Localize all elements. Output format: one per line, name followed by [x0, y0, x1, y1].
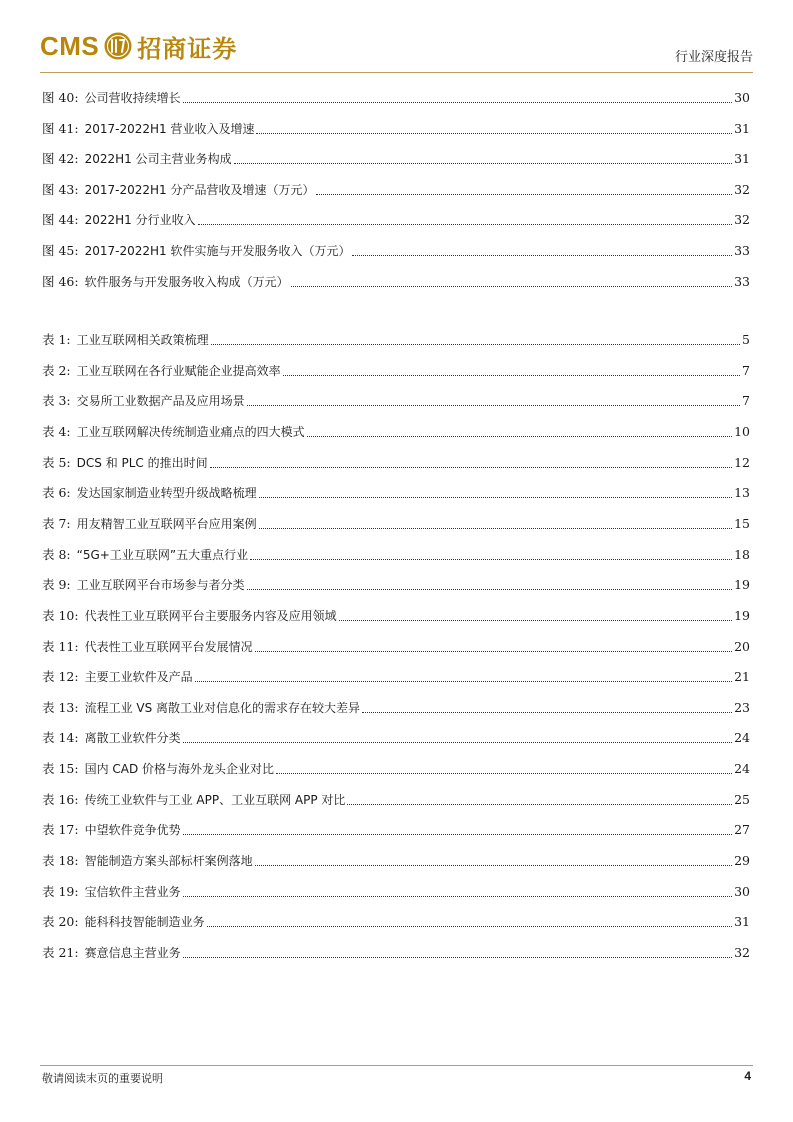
- table-toc-entry[interactable]: [42, 788, 750, 808]
- figure-number-label: 图 42:: [42, 151, 79, 167]
- table-page-number: 24: [734, 761, 750, 777]
- dot-leader: [259, 528, 732, 529]
- dot-leader: [211, 344, 740, 345]
- table-number-label: 表 3:: [42, 393, 71, 409]
- table-page-number: 24: [734, 730, 750, 746]
- dot-leader: [183, 834, 732, 835]
- table-number-label: 表 6:: [42, 485, 71, 501]
- logo-latin-text: CMS: [40, 30, 100, 61]
- figure-page-number: 30: [734, 90, 750, 105]
- figure-toc-entry[interactable]: [42, 86, 750, 106]
- figure-title: 2017-2022H1 营业收入及增速: [84, 121, 255, 136]
- table-title: 交易所工业数据产品及应用场景: [76, 394, 245, 409]
- table-number-label: 表 1:: [42, 332, 71, 347]
- table-toc-entry[interactable]: [42, 389, 750, 409]
- table-title: 赛意信息主营业务: [84, 946, 181, 960]
- figure-number-label: 图 44:: [42, 212, 79, 228]
- table-title: 国内 CAD 价格与海外龙头企业对比: [84, 762, 275, 777]
- dot-leader: [207, 926, 732, 927]
- cms-logo: [40, 26, 237, 66]
- dot-leader: [291, 286, 732, 287]
- table-page-number: 20: [734, 638, 750, 654]
- table-number-label: 表 13:: [42, 699, 79, 715]
- dot-leader: [210, 467, 732, 468]
- dot-leader: [307, 436, 732, 437]
- table-toc-entry[interactable]: [42, 910, 750, 930]
- table-number-label: 表 15:: [42, 761, 79, 777]
- table-number-label: 表 17:: [42, 822, 79, 838]
- table-number-label: 表 4:: [42, 423, 71, 439]
- table-toc-entry[interactable]: [42, 726, 750, 746]
- table-toc-entry[interactable]: [42, 481, 750, 501]
- table-number-label: 表 21:: [42, 945, 79, 960]
- table-title: 工业互联网平台市场参与者分类: [76, 578, 245, 593]
- dot-leader: [247, 405, 740, 406]
- figure-toc-entry[interactable]: [42, 147, 750, 167]
- figure-toc-entry[interactable]: [42, 208, 750, 228]
- dot-leader: [183, 102, 732, 103]
- table-page-number: 21: [734, 669, 750, 685]
- table-title: 工业互联网在各行业赋能企业提高效率: [76, 363, 281, 378]
- table-toc-entry[interactable]: [42, 665, 750, 685]
- page-header: [40, 26, 753, 72]
- disclaimer-note: 敬请阅读末页的重要说明: [42, 1072, 163, 1085]
- table-number-label: 表 18:: [42, 853, 79, 869]
- figure-number-label: 图 46:: [42, 273, 79, 289]
- dot-leader: [339, 620, 732, 621]
- dot-leader: [198, 224, 732, 225]
- figure-title: 公司营收持续增长: [84, 91, 181, 105]
- table-page-number: 27: [734, 822, 750, 838]
- table-toc-entry[interactable]: [42, 941, 750, 961]
- dot-leader: [183, 957, 732, 958]
- table-toc-entry[interactable]: [42, 451, 750, 471]
- table-page-number: 29: [734, 853, 750, 869]
- dot-leader: [283, 375, 740, 376]
- table-title: 流程工业 VS 离散工业对信息化的需求存在较大差异: [84, 700, 361, 715]
- table-toc-entry[interactable]: [42, 635, 750, 655]
- header-divider: [40, 72, 753, 73]
- table-title: 离散工业软件分类: [84, 731, 181, 746]
- figure-toc-entry[interactable]: [42, 178, 750, 198]
- table-number-label: 表 11:: [42, 638, 79, 654]
- dot-leader: [259, 497, 732, 498]
- dot-leader: [255, 651, 732, 652]
- table-number-label: 表 20:: [42, 914, 79, 930]
- figure-number-label: 图 45:: [42, 243, 79, 258]
- table-title: 代表性工业互联网平台主要服务内容及应用领域: [84, 608, 337, 623]
- table-title: 用友精智工业互联网平台应用案例: [76, 516, 257, 531]
- dot-leader: [276, 773, 732, 774]
- dot-leader: [183, 742, 732, 743]
- figure-page-number: 31: [734, 120, 750, 136]
- table-page-number: 7: [742, 393, 750, 409]
- dot-leader: [247, 589, 732, 590]
- table-number-label: 表 2:: [42, 362, 71, 378]
- table-toc-entry[interactable]: [42, 757, 750, 777]
- table-toc-entry[interactable]: [42, 543, 750, 563]
- table-page-number: 23: [734, 699, 750, 715]
- figure-title: 2017-2022H1 分产品营收及增速（万元）: [84, 182, 315, 197]
- table-toc-entry[interactable]: [42, 573, 750, 593]
- figure-toc-entry[interactable]: [42, 270, 750, 290]
- table-page-number: 19: [734, 577, 750, 593]
- dot-leader: [234, 163, 732, 164]
- figure-title: 2022H1 公司主营业务构成: [84, 152, 232, 167]
- table-title: 中望软件竞争优势: [84, 823, 181, 838]
- table-number-label: 表 9:: [42, 577, 71, 593]
- figure-number-label: 图 43:: [42, 181, 79, 197]
- table-title: 主要工业软件及产品: [84, 670, 193, 685]
- table-number-label: 表 16:: [42, 791, 79, 807]
- table-title: DCS 和 PLC 的推出时间: [76, 455, 208, 470]
- table-number-label: 表 5:: [42, 454, 71, 470]
- table-number-label: 表 14:: [42, 730, 79, 746]
- table-toc-entry[interactable]: [42, 849, 750, 869]
- dot-leader: [255, 865, 732, 866]
- table-page-number: 5: [742, 332, 750, 347]
- table-toc-entry[interactable]: [42, 512, 750, 532]
- dot-leader: [183, 896, 732, 897]
- table-page-number: 12: [734, 454, 750, 470]
- table-page-number: 15: [734, 515, 750, 531]
- dot-leader: [256, 133, 732, 134]
- table-number-label: 表 12:: [42, 669, 79, 685]
- table-page-number: 13: [734, 485, 750, 501]
- figure-title: 软件服务与开发服务收入构成（万元）: [84, 274, 289, 289]
- dot-leader: [195, 681, 732, 682]
- dot-leader: [362, 712, 732, 713]
- dot-leader: [250, 559, 732, 560]
- dot-leader: [352, 255, 732, 256]
- table-toc-entry[interactable]: [42, 880, 750, 900]
- table-toc-entry[interactable]: [42, 696, 750, 716]
- dot-leader: [347, 804, 732, 805]
- table-page-number: 25: [734, 791, 750, 807]
- figure-page-number: 32: [734, 212, 750, 228]
- figure-title: 2017-2022H1 软件实施与开发服务收入（万元）: [84, 244, 351, 258]
- table-number-label: 表 7:: [42, 515, 71, 531]
- table-title: 能科科技智能制造业务: [84, 915, 205, 930]
- table-title: 工业互联网相关政策梳理: [76, 333, 209, 347]
- page-number: 4: [744, 1069, 751, 1083]
- figure-number-label: 图 40:: [42, 90, 79, 105]
- footer-divider: [40, 1065, 753, 1066]
- figure-page-number: 31: [734, 151, 750, 167]
- table-page-number: 7: [742, 362, 750, 378]
- table-page-number: 18: [734, 546, 750, 562]
- figure-page-number: 33: [734, 273, 750, 289]
- table-toc-entry[interactable]: [42, 604, 750, 624]
- figure-number-label: 图 41:: [42, 120, 79, 136]
- figure-toc-entry[interactable]: [42, 117, 750, 137]
- figure-page-number: 33: [734, 243, 750, 258]
- dot-leader: [316, 194, 732, 195]
- table-page-number: 30: [734, 883, 750, 899]
- table-number-label: 表 8:: [42, 546, 71, 562]
- table-toc-entry[interactable]: [42, 359, 750, 379]
- table-toc-entry[interactable]: [42, 818, 750, 838]
- logo-chinese-text: 招商证券: [137, 34, 238, 63]
- table-page-number: 10: [734, 423, 750, 439]
- figure-toc-entry[interactable]: [42, 239, 750, 259]
- figure-title: 2022H1 分行业收入: [84, 213, 196, 228]
- table-title: 发达国家制造业转型升级战略梳理: [76, 486, 257, 501]
- table-toc-entry[interactable]: [42, 328, 750, 348]
- table-title: 工业互联网解决传统制造业痛点的四大模式: [76, 424, 305, 439]
- table-page-number: 31: [734, 914, 750, 930]
- table-number-label: 表 10:: [42, 607, 79, 623]
- report-type-label: 行业深度报告: [674, 50, 753, 65]
- table-title: 智能制造方案头部标杆案例落地: [84, 854, 253, 869]
- table-toc-entry[interactable]: [42, 420, 750, 440]
- table-number-label: 表 19:: [42, 883, 79, 899]
- table-title: 代表性工业互联网平台发展情况: [84, 639, 253, 654]
- logo-emblem-icon: [103, 31, 133, 61]
- figure-page-number: 32: [734, 181, 750, 197]
- table-title: “5G+工业互联网”五大重点行业: [76, 547, 249, 562]
- table-page-number: 19: [734, 607, 750, 623]
- table-title: 宝信软件主营业务: [84, 884, 181, 899]
- table-page-number: 32: [734, 945, 750, 960]
- table-title: 传统工业软件与工业 APP、工业互联网 APP 对比: [84, 792, 346, 807]
